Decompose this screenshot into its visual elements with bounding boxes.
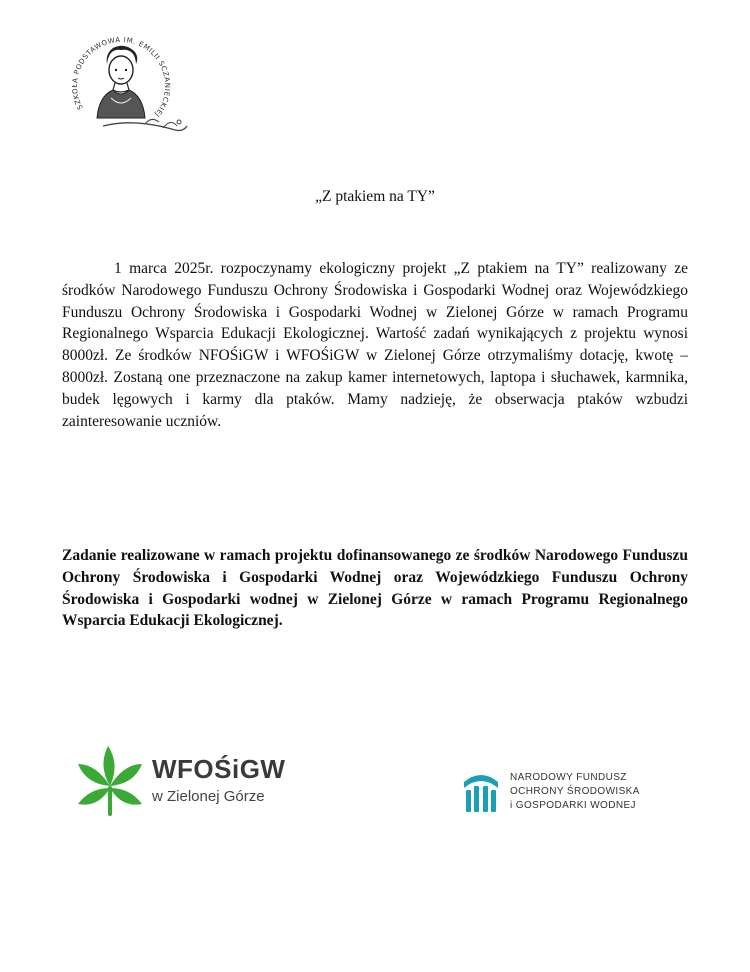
nfosigw-line-2: OCHRONY ŚRODOWISKA	[510, 786, 640, 797]
wfosigw-subtitle: w Zielonej Górze	[152, 788, 265, 805]
seal-text: SZKOŁA PODSTAWOWA IM. EMILII SCZANIECKIEJ	[71, 35, 172, 119]
school-seal-logo	[55, 18, 195, 146]
funding-note: Zadanie realizowane w ramach projektu dofinansowanego ze środków Narodowego Funduszu Ochrony Środowiska i Gospodarki Wodnej oraz Wojewódzkiego Funduszu Ochrony Środowiska i Gospodarki wodnej w Zielonej Górze w ramach Programu Regionalnego Wsparcia Edukacji Ekologicznej.	[62, 547, 688, 630]
nfosigw-line-3: i GOSPODARKI WODNEJ	[510, 800, 636, 811]
nfosigw-line-1: NARODOWY FUNDUSZ	[510, 772, 627, 783]
nfosigw-emblem-icon	[458, 768, 504, 814]
announcement-paragraph: 1 marca 2025r. rozpoczynamy ekologiczny projekt „Z ptakiem na TY” realizowany ze środków Narodowego Funduszu Ochrony Środowiska i Gospodarki Wodnej oraz Wojewódzkiego Funduszu Ochrony Środowiska i Gospodarki Wodnej w Zielonej Górze w ramach Programu Regionalnego Wsparcia Edukacji Ekologicznej. Wartość zadań wynikających z projektu wynosi 8000zł. Ze środków NFOŚiGW i WFOŚiGW w Zielonej Górze otrzymaliśmy dotację, kwotę – 8000zł. Zostaną one przeznaczone na zakup kamer internetowych, laptopa i słuchawek, karmnika, budek lęgowych i karmy dla ptaków. Mamy nadzieję, że obserwacja ptaków wzbudzi zainteresowanie uczniów.	[62, 260, 688, 430]
document-title: „Z ptakiem na TY”	[315, 188, 435, 205]
wfosigw-logo	[68, 742, 308, 822]
nfosigw-logo	[458, 768, 678, 816]
wfosigw-name: WFOŚiGW	[152, 754, 286, 784]
leaf-icon	[68, 742, 152, 822]
